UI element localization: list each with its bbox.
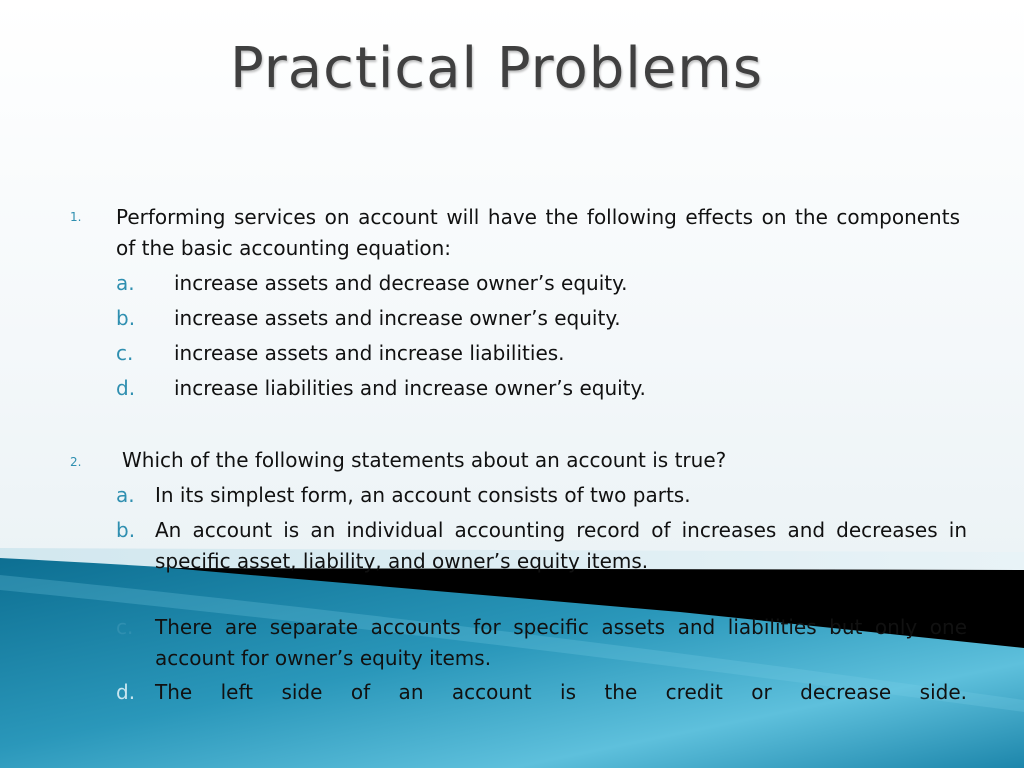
option-letter: a.	[116, 271, 135, 295]
option-text: An account is an individual accounting record of increases and decreases in specific asset, liability, and owner’s equity items.	[155, 518, 967, 573]
option-text: increase assets and increase liabilities.	[174, 341, 565, 365]
option-text: In its simplest form, an account consists of two parts.	[155, 483, 691, 507]
option-letter: d.	[116, 680, 136, 704]
page-title: Practical Problems	[230, 36, 764, 101]
option-text: increase assets and decrease owner’s equity.	[174, 271, 628, 295]
question-text: Performing services on account will have the following effects on the components of the basic accounting equation:	[116, 205, 960, 260]
option-letter: b.	[116, 306, 136, 330]
option-text: increase liabilities and increase owner’s equity.	[174, 376, 646, 400]
option-text: The left side of an account is the credit or decrease side.	[155, 680, 967, 704]
option-letter: b.	[116, 518, 136, 542]
option-letter: d.	[116, 376, 136, 400]
question-number: 1.	[70, 210, 82, 224]
question-number: 2.	[70, 455, 82, 469]
question-text: Which of the following statements about an account is true?	[122, 448, 727, 472]
option-letter: c.	[116, 615, 134, 639]
option-letter: c.	[116, 341, 134, 365]
option-letter: a.	[116, 483, 135, 507]
option-text: increase assets and increase owner’s equity.	[174, 306, 621, 330]
option-text: There are separate accounts for specific assets and liabilities but only one account for owner’s equity items.	[155, 615, 967, 670]
